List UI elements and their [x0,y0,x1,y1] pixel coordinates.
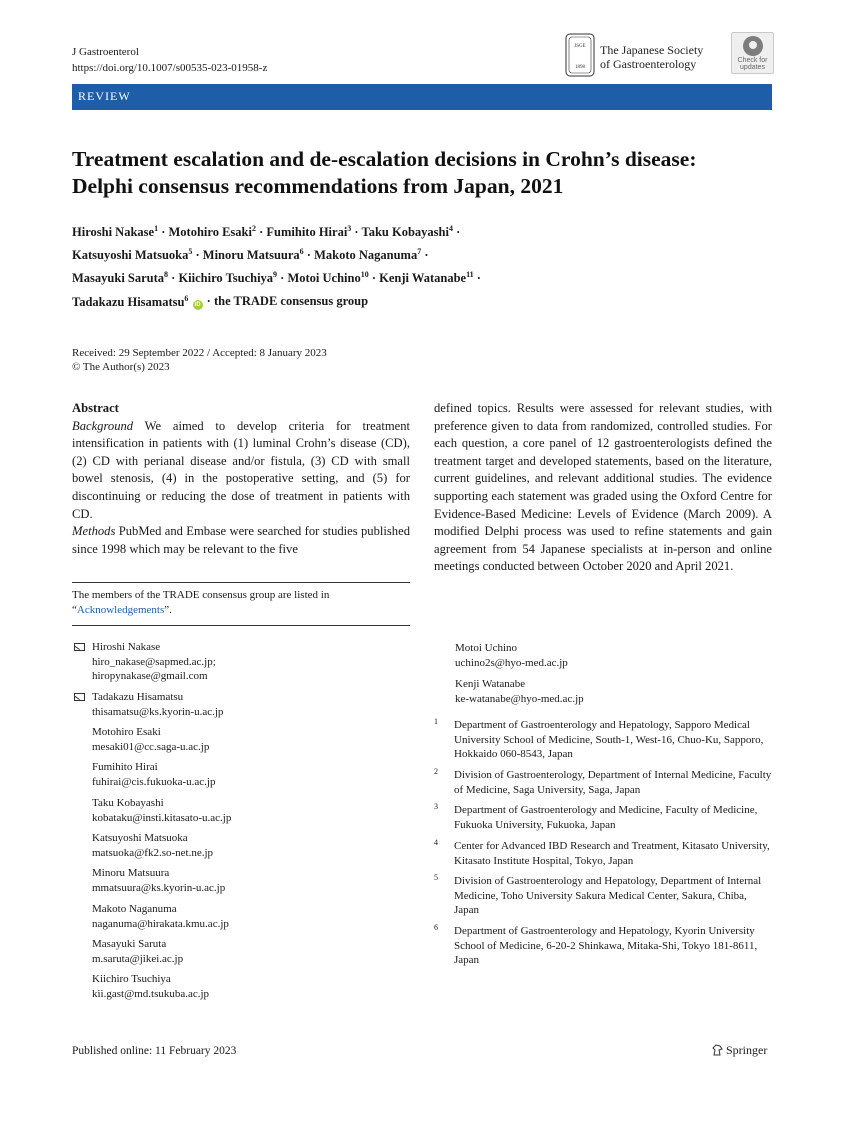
article-dates [72,346,327,374]
affiliation: 4 Center for Advanced IBD Research and Treatment, Kitasato University, Kitasato Institute Hospital, Tokyo, Japan [434,838,770,867]
contact-entry: Masayuki Saruta m.saruta@jikei.ac.jp [92,938,184,965]
contact-entry: Katsuyoshi Matsuoka matsuoka@fk2.so-net.ne.jp [92,832,214,859]
abstract-left-column [72,400,410,558]
abstract-right-column: defined topics. Results were assessed for relevant studies, with preference given to data from randomized, controlled studies. For each question, a core panel of 12 gastroenterologists defined the treatment target and developed statements, based on the literature, current guidelines, and relevant additional studies. The evidence supporting each statement was graded using the Oxford Centre for Evidence-Based Medicine: Levels of Evidence (March 2009). A modified Delphi process was used to refine statements and gain agreement from 54 Japanese specialists at in-person and online meetings conducted between October 2020 and April 2021. [434,401,772,574]
contact-email[interactable]: kobataku@insti.kitasato-u.ac.jp [92,811,232,824]
author[interactable]: Hiroshi Nakase$^1$ [72,224,159,240]
contact-entry: Fumihito Hirai fuhirai@cis.fukuoka-u.ac.jp [92,761,216,788]
springer-horse-icon [712,1044,723,1056]
seal-top-text: JSGE [574,44,586,49]
footnote-divider [72,582,410,583]
article-title: Treatment escalation and de-escalation decisions in Crohn’s disease: Delphi consensus recommendations from Japan, 2021 [72,147,697,198]
author[interactable]: Minoru Matsuura$^6$ [202,247,304,263]
author[interactable]: Kenji Watanabe$^{11}$ [379,270,474,286]
acknowledgements-link[interactable]: Acknowledgements [76,604,165,616]
contact-entry: Hiroshi Nakase hiro_nakase@sapmed.ac.jp; hiropynakase@gmail.com [92,640,216,684]
contact-email[interactable]: m.saruta@jikei.ac.jp [92,952,184,965]
author[interactable]: Masayuki Saruta$^8$ [72,270,169,286]
society-logo [564,32,714,78]
published-online: Published online: 11 February 2023 [72,1045,237,1057]
affiliation: 2 Division of Gastroenterology, Department of Internal Medicine, Faculty of Medicine, Saga University, Saga, Japan [434,767,772,796]
affiliation: 3 Department of Gastroenterology and Medicine, Faculty of Medicine, Fukuoka University, Fukuoka, Japan [434,802,758,831]
section-banner [72,84,772,110]
contact-entry: Tadakazu Hisamatsu thisamatsu@ks.kyorin-u.ac.jp [92,690,223,719]
contact-entry: Motoi Uchino uchino2s@hyo-med.ac.jp [455,642,568,669]
envelope-icon [74,693,85,701]
affiliation: 6 Department of Gastroenterology and Hepatology, Kyorin University School of Medicine, 6-20-2 Shinkawa, Mitaka-Shi, Tokyo 181-8611, Japan [434,923,758,966]
jsge-seal-icon [564,32,596,78]
contact-entry: Minoru Matsuura mmatsuura@ks.kyorin-u.ac.jp [92,867,226,894]
contact-email[interactable]: hiro_nakase@sapmed.ac.jp; [92,655,216,668]
affiliation: 5 Division of Gastroenterology and Hepatology, Department of Internal Medicine, Toho University Sakura Medical Center, Sakura, Chiba, Japan [434,873,762,916]
publisher-name: Springer [726,1043,768,1057]
check-updates-icon [743,36,763,56]
contact-email[interactable]: uchino2s@hyo-med.ac.jp [455,656,568,669]
contact-entry: Kiichiro Tsuchiya kii.gast@md.tsukuba.ac.jp [92,973,210,1000]
copyright: © The Author(s) 2023 [72,361,170,373]
abstract-heading: Abstract [72,401,119,415]
author[interactable]: Motohiro Esaki$^2$ [168,224,256,240]
society-name-line1: The Japanese Society [600,43,704,57]
contact-entry: Makoto Naganuma naganuma@hirakata.kmu.ac.jp [92,903,229,930]
contact-email[interactable]: mesaki01@cc.saga-u.ac.jp [92,740,210,753]
author[interactable]: Makoto Naganuma$^7$ [314,247,422,263]
contact-email[interactable]: ke-watanabe@hyo-med.ac.jp [455,692,584,705]
contact-email[interactable]: hiropynakase@gmail.com [92,670,208,682]
author-list: Hiroshi Nakase$^1$ · Motohiro Esaki$^2$ · Fumihito Hirai$^3$ · Taku Kobayashi$^4$ · Katsuyoshi Matsuoka$^5$ · Minoru Matsuura$^6$ · Makoto Naganuma$^7$ · Masayuki Saruta$^8$ · Kiichiro Tsuchiya$^9$ · Motoi Uchino$^{10}$ · Kenji Watanabe$^{11}$ · Tadakazu Hisamatsu$^6$ iD · the TRADE consensus group [72,224,481,309]
journal-name: J Gastroenterol [72,46,139,58]
author[interactable]: Motoi Uchino$^{10}$ [287,270,369,286]
received-accepted: Received: 29 September 2022 / Accepted: 8 January 2023 [72,347,327,359]
contact-email[interactable]: thisamatsu@ks.kyorin-u.ac.jp [92,705,224,718]
publisher-logo [712,1043,767,1058]
group-footnote: The members of the TRADE consensus group are listed in “Acknowledgements”. [72,589,330,616]
contact-email[interactable]: matsuoka@fk2.so-net.ne.jp [92,846,214,859]
footnote-divider-bottom [72,625,410,626]
abstract-background: Background We aimed to develop criteria for treatment intensification in patients with (1) luminal Crohn’s disease (CD), (2) CD with perianal disease and/or fistula, (3) CD with small bowel stenosis, (4) in the postoperative setting, and (5) for discontinuing or reducing the dose of treatment in patients with CD. [72,418,411,521]
abstract-methods: Methods PubMed and Embase were searched for studies published since 1998 which may be relevant to the five [72,524,410,556]
orcid-icon[interactable]: iD [194,301,201,308]
check-updates-line2: updates [740,64,765,71]
contact-email[interactable]: kii.gast@md.tsukuba.ac.jp [92,987,210,1000]
contact-email[interactable]: mmatsuura@ks.kyorin-u.ac.jp [92,881,226,894]
check-updates-line1: Check for [737,57,768,64]
contact-email[interactable]: naganuma@hirakata.kmu.ac.jp [92,917,229,930]
author[interactable]: Tadakazu Hisamatsu$^6$ [72,293,189,309]
author[interactable]: Katsuyoshi Matsuoka$^5$ [72,247,193,263]
contact-email[interactable]: fuhirai@cis.fukuoka-u.ac.jp [92,775,216,788]
author[interactable]: Taku Kobayashi$^4$ [361,224,453,240]
contact-entry: Kenji Watanabe ke-watanabe@hyo-med.ac.jp [455,678,584,705]
author[interactable]: Kiichiro Tsuchiya$^9$ [178,270,278,286]
seal-year-text: 1898 [575,65,585,70]
section-label: REVIEW [78,89,131,103]
society-name-line2: of Gastroenterology [600,57,697,71]
author[interactable]: Fumihito Hirai$^3$ [266,224,352,240]
envelope-icon [74,643,85,651]
contact-entry: Motohiro Esaki mesaki01@cc.saga-u.ac.jp [92,726,210,753]
journal-header [72,44,267,76]
affiliation: 1 Department of Gastroenterology and Hepatology, Sapporo Medical University School of Medicine, South-1, West-16, Chuo-Ku, Sapporo, Hokkaido 060-8543, Japan [434,717,764,760]
group-author: the TRADE consensus group [213,294,369,309]
check-for-updates-badge[interactable] [731,32,774,74]
contact-entry: Taku Kobayashi kobataku@insti.kitasato-u.ac.jp [92,797,232,824]
doi-link[interactable]: https://doi.org/10.1007/s00535-023-01958-z [72,62,268,74]
